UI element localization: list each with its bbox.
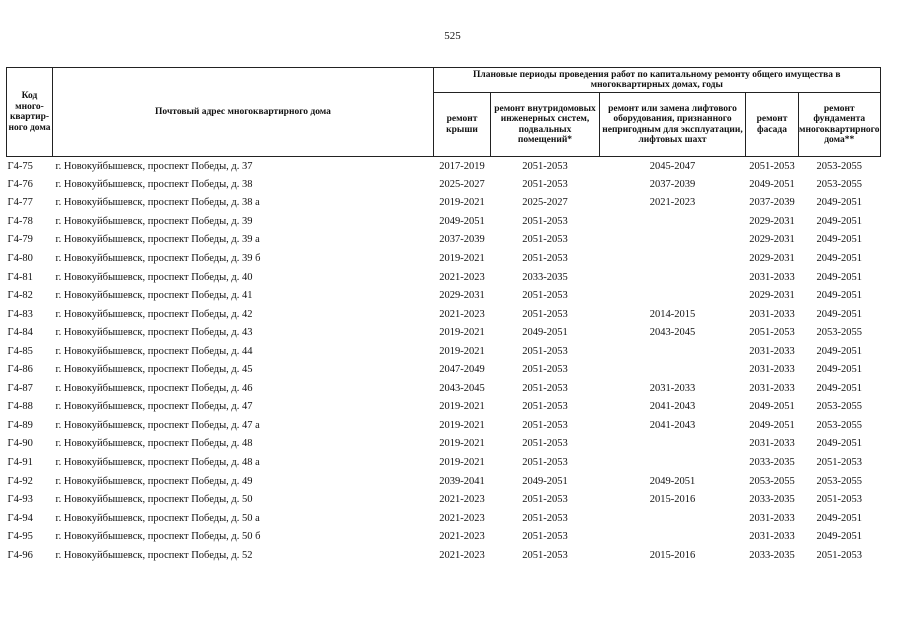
cell-roof: 2021-2023 bbox=[439, 549, 485, 561]
cell-elevator bbox=[600, 435, 746, 454]
cell-roof: 2017-2019 bbox=[439, 160, 485, 172]
cell-foundation: 2049-2051 bbox=[816, 382, 862, 394]
cell-roof: 2019-2021 bbox=[439, 401, 485, 413]
cell-systems: 2051-2053 bbox=[522, 290, 568, 302]
cell-systems: 2051-2053 bbox=[522, 419, 568, 431]
cell-facade: 2049-2051 bbox=[749, 401, 795, 413]
cell-elevator bbox=[600, 249, 746, 268]
cell-roof: 2039-2041 bbox=[439, 475, 485, 487]
cell-roof: 2019-2021 bbox=[439, 457, 485, 469]
cell-code: Г4-95 bbox=[7, 531, 33, 543]
cell-roof: 2021-2023 bbox=[439, 494, 485, 506]
cell-elevator bbox=[600, 212, 746, 231]
table-row bbox=[7, 490, 881, 509]
cell-elevator: 2045-2047 bbox=[649, 160, 696, 172]
cell-roof: 2049-2051 bbox=[439, 215, 485, 227]
cell-address: г. Новокуйбышевск, проспект Победы, д. 49 bbox=[55, 475, 253, 487]
cell-roof: 2019-2021 bbox=[439, 327, 485, 339]
cell-elevator: 2021-2023 bbox=[649, 197, 696, 209]
cell-elevator: 2031-2033 bbox=[649, 382, 696, 394]
cell-foundation: 2053-2055 bbox=[816, 401, 862, 413]
header-address: Почтовый адрес многоквартирного дома bbox=[53, 68, 434, 157]
cell-systems: 2049-2051 bbox=[522, 327, 568, 339]
cell-address: г. Новокуйбышевск, проспект Победы, д. 38 а bbox=[55, 197, 260, 209]
cell-facade: 2029-2031 bbox=[749, 234, 795, 246]
cell-systems: 2051-2053 bbox=[522, 457, 568, 469]
table-row bbox=[7, 527, 881, 546]
cell-address: г. Новокуйбышевск, проспект Победы, д. 44 bbox=[55, 345, 253, 357]
cell-facade: 2031-2033 bbox=[749, 271, 795, 283]
cell-address: г. Новокуйбышевск, проспект Победы, д. 47 а bbox=[55, 419, 260, 431]
cell-elevator: 2015-2016 bbox=[649, 549, 696, 561]
cell-facade: 2031-2033 bbox=[749, 308, 795, 320]
cell-address: г. Новокуйбышевск, проспект Победы, д. 41 bbox=[55, 290, 253, 302]
header-foundation: ремонт фундамента многоквартирного дома** bbox=[799, 93, 881, 157]
cell-address: г. Новокуйбышевск, проспект Победы, д. 52 bbox=[55, 549, 253, 561]
cell-facade: 2049-2051 bbox=[749, 419, 795, 431]
cell-facade: 2029-2031 bbox=[749, 215, 795, 227]
table-row bbox=[7, 157, 881, 176]
cell-elevator bbox=[600, 509, 746, 528]
cell-address: г. Новокуйбышевск, проспект Победы, д. 39 б bbox=[55, 253, 261, 264]
header-periods-title: Плановые периоды проведения работ по капитальному ремонту общего имущества в многоквартирных домах, годы bbox=[434, 68, 881, 93]
cell-elevator bbox=[600, 527, 746, 546]
table-row bbox=[7, 249, 881, 268]
cell-code: Г4-77 bbox=[7, 197, 33, 209]
cell-facade: 2029-2031 bbox=[749, 290, 795, 302]
table-row bbox=[7, 546, 881, 565]
header-facade: ремонт фасада bbox=[746, 93, 799, 157]
cell-code: Г4-86 bbox=[7, 364, 33, 376]
cell-systems: 2051-2053 bbox=[522, 215, 568, 227]
cell-facade: 2037-2039 bbox=[749, 197, 795, 209]
cell-address: г. Новокуйбышевск, проспект Победы, д. 45 bbox=[55, 364, 253, 376]
cell-code: Г4-85 bbox=[7, 345, 33, 357]
cell-foundation: 2053-2055 bbox=[816, 178, 862, 190]
cell-elevator bbox=[600, 268, 746, 287]
cell-facade: 2049-2051 bbox=[749, 178, 795, 190]
cell-systems: 2051-2053 bbox=[522, 494, 568, 506]
cell-systems: 2051-2053 bbox=[522, 531, 568, 543]
cell-systems: 2025-2027 bbox=[522, 197, 568, 209]
cell-systems: 2051-2053 bbox=[522, 234, 568, 246]
header-roof: ремонт крыши bbox=[434, 93, 491, 157]
table-row bbox=[7, 194, 881, 213]
cell-elevator bbox=[600, 361, 746, 380]
cell-systems: 2051-2053 bbox=[522, 401, 568, 413]
cell-facade: 2033-2035 bbox=[749, 549, 795, 561]
table-row bbox=[7, 379, 881, 398]
cell-foundation: 2049-2051 bbox=[816, 271, 862, 283]
cell-facade: 2051-2053 bbox=[749, 160, 795, 172]
cell-systems: 2051-2053 bbox=[522, 178, 568, 190]
cell-elevator: 2014-2015 bbox=[649, 308, 696, 320]
cell-code: Г4-89 bbox=[7, 419, 33, 431]
cell-elevator bbox=[600, 342, 746, 361]
cell-address: г. Новокуйбышевск, проспект Победы, д. 39 bbox=[55, 215, 253, 227]
cell-address: г. Новокуйбышевск, проспект Победы, д. 40 bbox=[55, 271, 253, 283]
cell-facade: 2031-2033 bbox=[749, 364, 795, 376]
cell-address: г. Новокуйбышевск, проспект Победы, д. 42 bbox=[55, 308, 253, 320]
cell-foundation: 2049-2051 bbox=[816, 438, 862, 450]
cell-systems: 2051-2053 bbox=[522, 253, 568, 264]
cell-facade: 2031-2033 bbox=[749, 382, 795, 394]
cell-foundation: 2049-2051 bbox=[816, 197, 862, 209]
cell-systems: 2051-2053 bbox=[522, 345, 568, 357]
cell-elevator: 2049-2051 bbox=[649, 475, 696, 487]
cell-code: Г4-80 bbox=[7, 253, 33, 264]
table-row bbox=[7, 286, 881, 305]
header-systems: ремонт внутридомовых инженерных систем, подвальных помещений* bbox=[491, 93, 600, 157]
cell-elevator: 2041-2043 bbox=[649, 419, 696, 431]
cell-facade: 2051-2053 bbox=[749, 327, 795, 339]
cell-foundation: 2049-2051 bbox=[816, 234, 862, 246]
cell-address: г. Новокуйбышевск, проспект Победы, д. 50 б bbox=[55, 531, 261, 543]
cell-address: г. Новокуйбышевск, проспект Победы, д. 50 bbox=[55, 494, 253, 506]
cell-foundation: 2049-2051 bbox=[816, 364, 862, 376]
cell-code: Г4-90 bbox=[7, 438, 33, 450]
cell-code: Г4-93 bbox=[7, 494, 33, 506]
cell-facade: 2031-2033 bbox=[749, 345, 795, 357]
cell-roof: 2019-2021 bbox=[439, 438, 485, 450]
cell-code: Г4-94 bbox=[7, 512, 33, 524]
cell-facade: 2029-2031 bbox=[749, 253, 795, 264]
cell-foundation: 2049-2051 bbox=[816, 308, 862, 320]
cell-foundation: 2053-2055 bbox=[816, 160, 862, 172]
cell-code: Г4-87 bbox=[7, 382, 33, 394]
header-code: Код много-квартир-ного дома bbox=[7, 68, 53, 157]
cell-foundation: 2049-2051 bbox=[816, 512, 862, 524]
cell-foundation: 2049-2051 bbox=[816, 290, 862, 302]
table-row bbox=[7, 268, 881, 287]
table-row bbox=[7, 435, 881, 454]
cell-foundation: 2049-2051 bbox=[816, 345, 862, 357]
cell-systems: 2051-2053 bbox=[522, 160, 568, 172]
table-row bbox=[7, 231, 881, 250]
header-elevator: ремонт или замена лифтового оборудования, признанного непригодным для эксплуатации, лифтовых шахт bbox=[600, 93, 746, 157]
cell-elevator bbox=[600, 231, 746, 250]
table-body bbox=[7, 157, 881, 565]
cell-code: Г4-91 bbox=[7, 457, 33, 469]
cell-elevator: 2041-2043 bbox=[649, 401, 696, 413]
cell-address: г. Новокуйбышевск, проспект Победы, д. 43 bbox=[55, 327, 253, 339]
cell-elevator: 2043-2045 bbox=[649, 327, 696, 339]
page-number: 525 bbox=[444, 30, 461, 42]
cell-roof: 2037-2039 bbox=[439, 234, 485, 246]
cell-systems: 2051-2053 bbox=[522, 308, 568, 320]
cell-roof: 2021-2023 bbox=[439, 531, 485, 543]
cell-elevator: 2037-2039 bbox=[649, 178, 696, 190]
table-row bbox=[7, 416, 881, 435]
cell-roof: 2019-2021 bbox=[439, 197, 485, 209]
cell-code: Г4-82 bbox=[7, 290, 33, 302]
table-row bbox=[7, 361, 881, 380]
cell-address: г. Новокуйбышевск, проспект Победы, д. 39 а bbox=[55, 234, 260, 246]
cell-address: г. Новокуйбышевск, проспект Победы, д. 46 bbox=[55, 382, 253, 394]
cell-roof: 2029-2031 bbox=[439, 290, 485, 302]
cell-foundation: 2049-2051 bbox=[816, 531, 862, 543]
cell-roof: 2021-2023 bbox=[439, 512, 485, 524]
cell-facade: 2031-2033 bbox=[749, 438, 795, 450]
cell-systems: 2051-2053 bbox=[522, 382, 568, 394]
cell-code: Г4-92 bbox=[7, 475, 33, 487]
cell-roof: 2043-2045 bbox=[439, 382, 485, 394]
cell-address: г. Новокуйбышевск, проспект Победы, д. 48 bbox=[55, 438, 253, 450]
cell-code: Г4-78 bbox=[7, 215, 33, 227]
table-row bbox=[7, 398, 881, 417]
cell-systems: 2049-2051 bbox=[522, 475, 568, 487]
cell-code: Г4-83 bbox=[7, 308, 33, 320]
table-row bbox=[7, 175, 881, 194]
cell-elevator bbox=[600, 286, 746, 305]
table-row bbox=[7, 305, 881, 324]
cell-systems: 2051-2053 bbox=[522, 549, 568, 561]
table-row bbox=[7, 453, 881, 472]
cell-foundation: 2053-2055 bbox=[816, 419, 862, 431]
cell-facade: 2033-2035 bbox=[749, 457, 795, 469]
cell-code: Г4-75 bbox=[7, 160, 33, 172]
cell-foundation: 2051-2053 bbox=[816, 494, 862, 506]
cell-foundation: 2049-2051 bbox=[816, 215, 862, 227]
cell-foundation: 2051-2053 bbox=[816, 549, 862, 561]
cell-foundation: 2053-2055 bbox=[816, 475, 862, 487]
table-row bbox=[7, 323, 881, 342]
cell-code: Г4-84 bbox=[7, 327, 33, 339]
table-row bbox=[7, 212, 881, 231]
cell-address: г. Новокуйбышевск, проспект Победы, д. 37 bbox=[55, 160, 253, 172]
cell-foundation: 2053-2055 bbox=[816, 327, 862, 339]
cell-foundation: 2049-2051 bbox=[816, 253, 862, 264]
cell-code: Г4-76 bbox=[7, 178, 33, 190]
cell-address: г. Новокуйбышевск, проспект Победы, д. 48 а bbox=[55, 457, 260, 469]
cell-systems: 2033-2035 bbox=[522, 271, 568, 283]
cell-code: Г4-79 bbox=[7, 234, 33, 246]
table-row bbox=[7, 509, 881, 528]
cell-roof: 2019-2021 bbox=[439, 419, 485, 431]
cell-roof: 2025-2027 bbox=[439, 178, 485, 190]
cell-address: г. Новокуйбышевск, проспект Победы, д. 38 bbox=[55, 178, 253, 190]
cell-address: г. Новокуйбышевск, проспект Победы, д. 50 а bbox=[55, 512, 260, 524]
cell-facade: 2053-2055 bbox=[749, 475, 795, 487]
cell-code: Г4-81 bbox=[7, 271, 33, 283]
cell-code: Г4-88 bbox=[7, 401, 33, 413]
table-row bbox=[7, 342, 881, 361]
cell-roof: 2019-2021 bbox=[439, 253, 485, 264]
cell-address: г. Новокуйбышевск, проспект Победы, д. 47 bbox=[55, 401, 253, 413]
table-row bbox=[7, 472, 881, 491]
cell-systems: 2051-2053 bbox=[522, 364, 568, 376]
cell-systems: 2051-2053 bbox=[522, 438, 568, 450]
cell-elevator: 2015-2016 bbox=[649, 494, 696, 506]
cell-systems: 2051-2053 bbox=[522, 512, 568, 524]
cell-roof: 2021-2023 bbox=[439, 271, 485, 283]
cell-foundation: 2051-2053 bbox=[816, 457, 862, 469]
cell-facade: 2031-2033 bbox=[749, 531, 795, 543]
cell-facade: 2033-2035 bbox=[749, 494, 795, 506]
cell-roof: 2019-2021 bbox=[439, 345, 485, 357]
cell-code: Г4-96 bbox=[7, 549, 33, 561]
cell-roof: 2047-2049 bbox=[439, 364, 485, 376]
cell-facade: 2031-2033 bbox=[749, 512, 795, 524]
cell-elevator bbox=[600, 453, 746, 472]
cell-roof: 2021-2023 bbox=[439, 308, 485, 320]
repair-schedule-table bbox=[6, 67, 881, 565]
